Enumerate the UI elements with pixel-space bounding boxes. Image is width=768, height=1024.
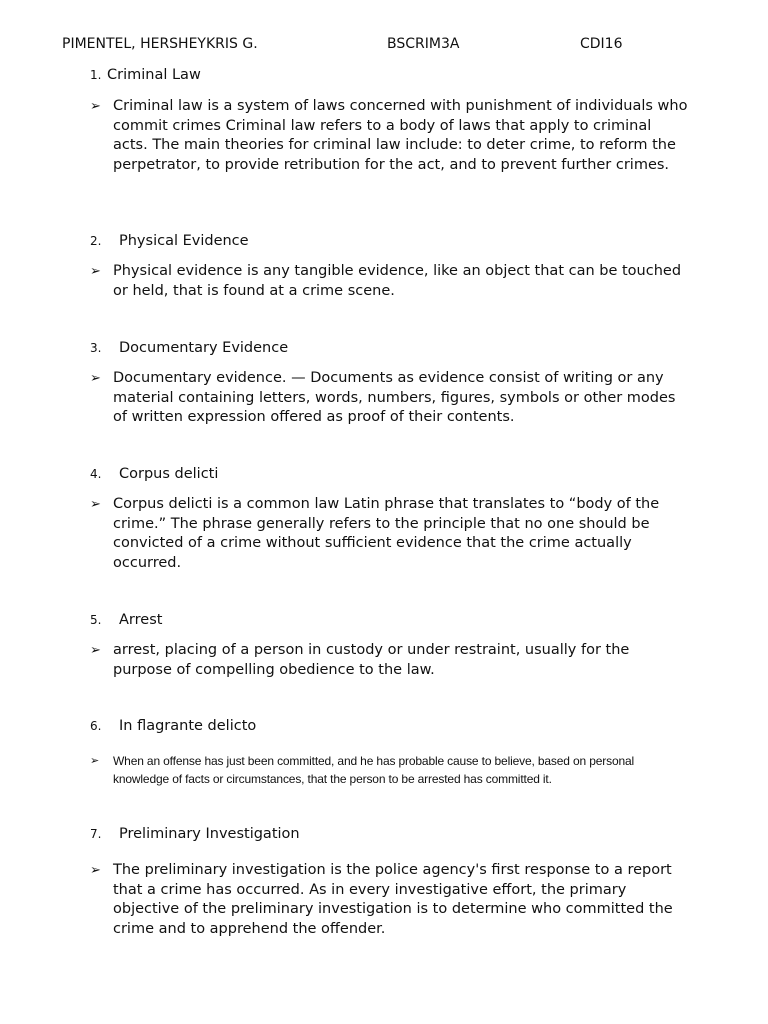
item-text-physical-evidence xyxy=(90,262,690,301)
item-body: arrest, placing of a person in custody or under restraint, usually for the purpose of compelling obedience to the law. xyxy=(113,642,630,678)
arrow-bullet-icon: ➢ xyxy=(90,99,101,114)
item-title-in-flagrante-delicto xyxy=(90,718,256,734)
item-text-corpus-delicti xyxy=(90,495,690,573)
item-title-documentary-evidence xyxy=(90,340,288,356)
arrow-bullet-icon: ➢ xyxy=(90,497,101,512)
item-title-text: Preliminary Investigation xyxy=(119,826,300,842)
item-title-criminal-law xyxy=(90,67,201,83)
item-body: Criminal law is a system of laws concerned with punishment of individuals who commit crimes Criminal law refers to a body of laws that apply to criminal acts. The main theories for criminal law include: to deter crime, to reform the perpetrator, to provide retribution for the act, and to prevent further crimes. xyxy=(113,98,688,173)
item-body: Corpus delicti is a common law Latin phrase that translates to “body of the crime.” The phrase generally refers to the principle that no one should be convicted of a crime without sufficient evidence that the crime actually occurred. xyxy=(113,496,660,571)
item-body: Documentary evidence. — Documents as evidence consist of writing or any material containing letters, words, numbers, figures, symbols or other modes of written expression offered as proof of their contents. xyxy=(113,370,676,425)
item-title-text: Corpus delicti xyxy=(119,466,219,482)
item-text-arrest xyxy=(90,641,690,680)
subject-code: CDI16 xyxy=(580,36,623,52)
item-body: When an offense has just been committed, and he has probable cause to believe, based on personal knowledge of facts or circumstances, that the person to be arrested has committed it. xyxy=(113,754,635,786)
item-number: 5. xyxy=(90,613,102,627)
item-title-text: Arrest xyxy=(119,612,163,628)
arrow-bullet-icon: ➢ xyxy=(90,863,101,878)
item-title-text: Documentary Evidence xyxy=(119,340,289,356)
item-text-preliminary-investigation xyxy=(90,861,690,939)
student-name: PIMENTEL, HERSHEYKRIS G. xyxy=(62,36,258,52)
item-body: Physical evidence is any tangible evidence, like an object that can be touched or held, that is found at a crime scene. xyxy=(113,263,682,299)
arrow-bullet-icon: ➢ xyxy=(90,371,101,386)
item-title-corpus-delicti xyxy=(90,466,218,482)
item-title-text: Criminal Law xyxy=(107,67,201,83)
item-title-preliminary-investigation xyxy=(90,826,300,842)
item-body: The preliminary investigation is the police agency's first response to a report that a crime has occurred. As in every investigative effort, the primary objective of the preliminary investigation is to determine who committed the crime and to apprehend the offender. xyxy=(113,862,673,937)
arrow-bullet-icon: ➢ xyxy=(90,755,100,767)
item-title-text: In flagrante delicto xyxy=(119,718,257,734)
arrow-bullet-icon: ➢ xyxy=(90,643,101,658)
item-number: 1. xyxy=(90,68,102,82)
item-number: 3. xyxy=(90,341,102,355)
arrow-bullet-icon: ➢ xyxy=(90,264,101,279)
item-title-text: Physical Evidence xyxy=(119,233,249,249)
item-title-arrest xyxy=(90,612,162,628)
item-text-in-flagrante-delicto xyxy=(90,753,690,788)
item-number: 4. xyxy=(90,467,102,481)
course-code: BSCRIM3A xyxy=(387,36,460,52)
item-title-physical-evidence xyxy=(90,233,249,249)
item-number: 7. xyxy=(90,827,102,841)
item-text-documentary-evidence xyxy=(90,369,690,428)
item-number: 2. xyxy=(90,234,102,248)
item-text-criminal-law xyxy=(90,97,690,175)
item-number: 6. xyxy=(90,719,102,733)
